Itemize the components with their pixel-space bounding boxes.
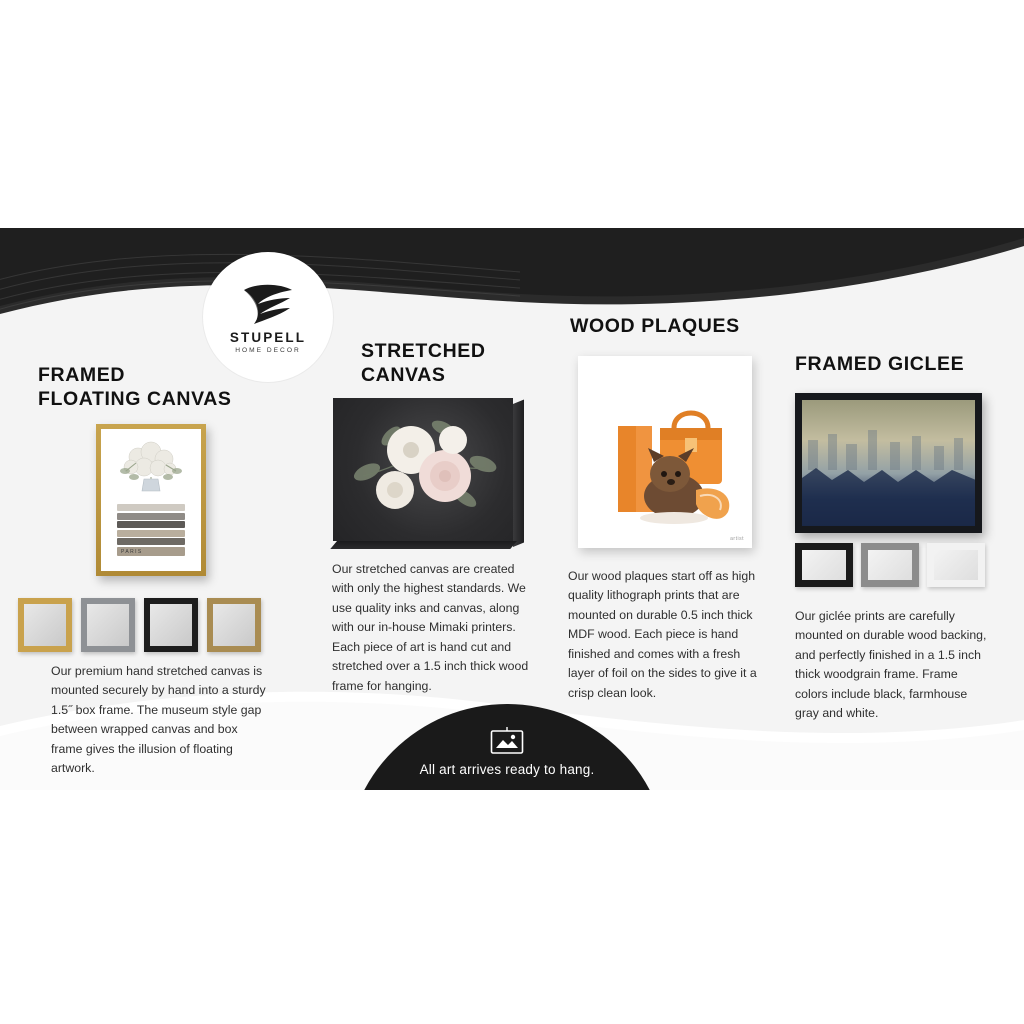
framed-floating-canvas-artwork: [96, 424, 206, 576]
canvas-depth-bottom: [330, 541, 517, 549]
title-line-1: STRETCHED: [361, 340, 486, 362]
column-body-framed-giclee: Our giclée prints are carefully mounted on durable wood backing, and perfectly finished in a 1.5 inch thick woodgrain frame. Frame colors include black, farmhouse gray and white.: [795, 609, 987, 721]
top-wave-decoration: [0, 228, 1024, 348]
column-title-framed-giclee: [795, 353, 1015, 377]
black-frame-swatch[interactable]: [144, 598, 198, 652]
logo-brand-name: STUPELL: [229, 330, 307, 345]
title-line-1: FRAMED GICLEE: [795, 353, 965, 375]
wood-plaque-artwork: [578, 356, 752, 548]
stupell-logo: [203, 252, 333, 382]
artwork-caption-paris: PARIS: [121, 549, 143, 555]
title-line-1: FRAMED: [38, 364, 126, 386]
dog-with-handbag-and-boots-icon: [578, 356, 752, 548]
ready-to-hang-text: All art arrives ready to hang.: [419, 762, 595, 777]
gray-giclee-swatch[interactable]: [861, 543, 919, 587]
column-body-framed-floating: Our premium hand stretched canvas is mounted securely by hand into a sturdy 1.5˝ box frame. The museum style gap between wrapped canvas and box frame gives the illusion of floating artwork.: [51, 664, 266, 776]
white-hydrangea-bouquet-icon: [114, 441, 188, 503]
column-body-stretched-canvas: Our stretched canvas are created with only the highest standards. We use quality inks and canvas, along with our in-house Mimaki printers. Each piece of art is hand cut and stretched over a 1.5 inch thick wood frame for hanging.: [332, 562, 529, 693]
canvas-depth-side: [513, 400, 524, 547]
floral-painting-icon: [333, 398, 513, 541]
stupell-swan-icon: [236, 280, 300, 328]
framed-picture-icon: [490, 727, 524, 755]
stretched-canvas-artwork: [333, 398, 524, 550]
framed-giclee-artwork: [795, 393, 982, 533]
white-giclee-swatch[interactable]: [927, 543, 985, 587]
bronze-frame-swatch[interactable]: [207, 598, 261, 652]
title-line-1: WOOD PLAQUES: [570, 315, 740, 337]
gold-frame-swatch[interactable]: [18, 598, 72, 652]
title-line-2: FLOATING CANVAS: [38, 387, 232, 410]
artwork-image-4: [802, 400, 975, 526]
artwork-image-1: [101, 429, 201, 571]
frame-swatch-row-giclee: [795, 543, 985, 587]
artwork-image-2: [333, 398, 513, 541]
artwork-signature: artist: [730, 536, 744, 542]
frame-swatch-row-floating: [18, 598, 261, 652]
black-giclee-swatch[interactable]: [795, 543, 853, 587]
column-body-wood-plaques: Our wood plaques start off as high quality lithograph prints that are mounted on durable 0.5 inch thick MDF wood. Each piece is hand finished and comes with a fresh layer of foil on the sides to give it a crisp clean look.: [568, 569, 757, 700]
logo-brand-tagline: HOME DECOR: [235, 347, 301, 354]
top-wave-icon: [0, 228, 1024, 348]
column-title-wood-plaques: [570, 315, 800, 339]
abstract-landscape-icon: [802, 400, 975, 526]
column-title-stretched-canvas: [361, 340, 561, 388]
title-line-2: CANVAS: [361, 363, 446, 386]
gray-frame-swatch[interactable]: [81, 598, 135, 652]
